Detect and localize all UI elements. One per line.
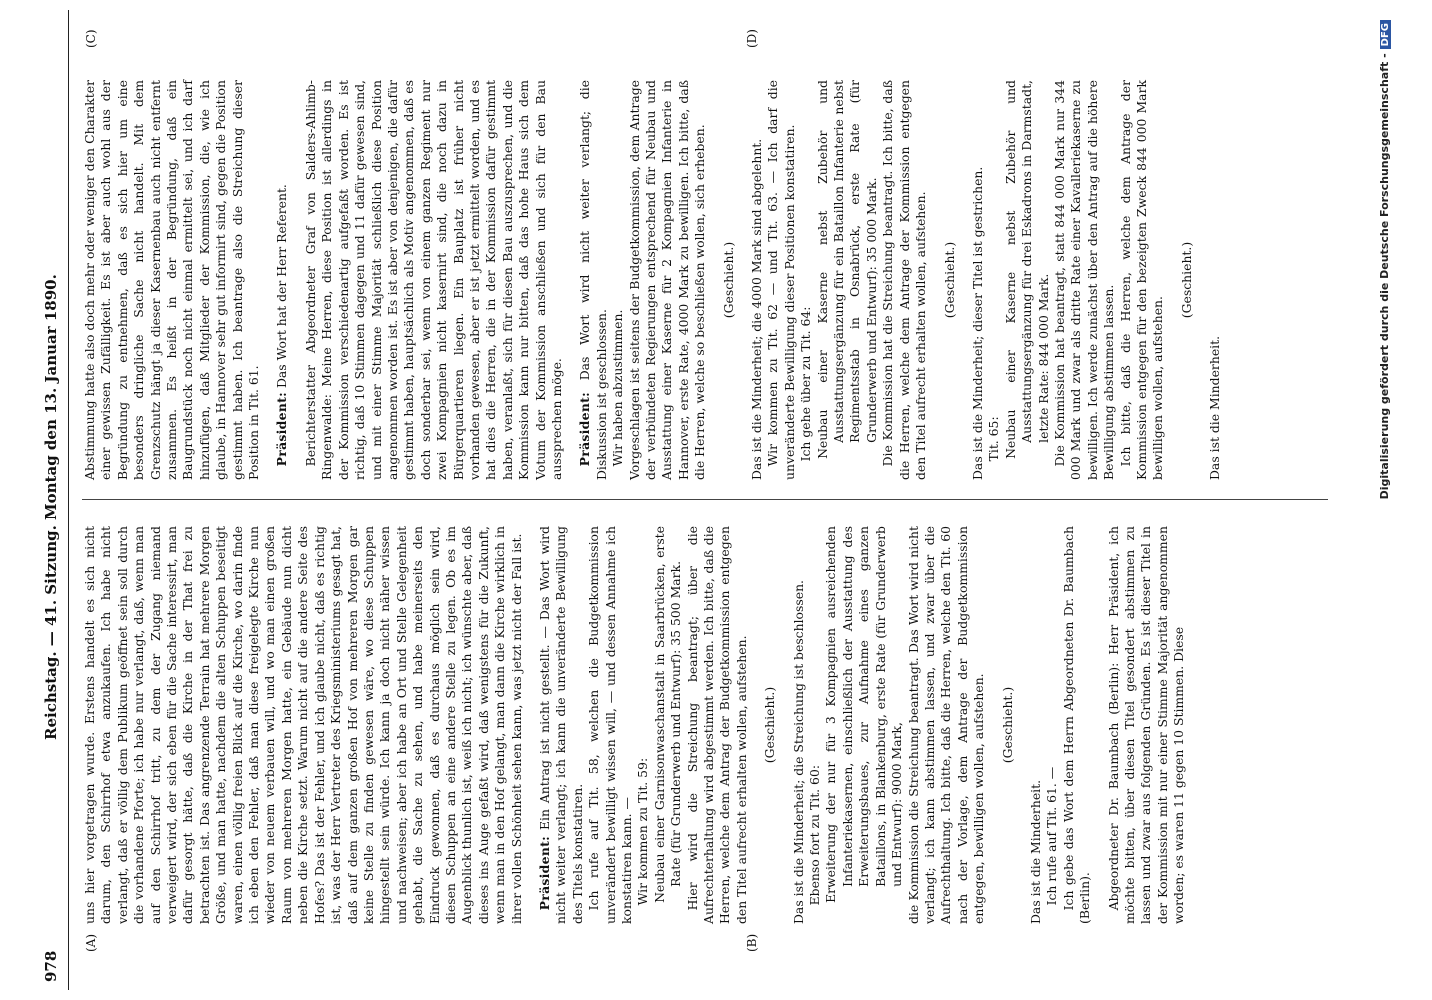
paragraph xyxy=(1061,526,1094,924)
paragraph-text: (Geschieht.) xyxy=(999,686,1015,764)
paragraph-text: uns hier vorgetragen wurde. Erstens handelt es sich nicht darum, den Schirrhof etwa anzukaufen. Ich habe nicht verlangt, daß er völlig dem Publikum geöffnet sein soll durch die vorhandene Pforte; ich habe nur verlangt, daß, wenn man auf den Schirrhof tritt, zu dem der Zugang niemand verweigert wird, der sich eben für die Sache interessirt, man dafür gesorgt hätte, daß die Kirche in der That frei zu betrachten ist. Das angrenzende Terrain hat mehrere Morgen Größe, und man hatte, nachdem die alten Schuppen beseitigt waren, einen völlig freien Blick auf die Kirche, wo darin finde ich eben den Fehler, daß man diese freigelegte Kirche nun wieder von neuem verbauen will, und wo man einen großen Raum von mehreren Morgen hatte, ein Gebäude nun dicht neben die Kirche setzt. Warum nicht auf die andere Seite des Hofes? Das ist der Fehler, und ich glaube nicht, daß es richtig ist, was der Herr Vertreter des Kriegsministeriums gesagt hat, daß auf dem ganzen großen Hof von mehreren Morgen gar keine Stelle zu finden gewesen wäre, wo diese Schuppen hingestellt sein würde. Ich kann ja doch nicht näher wissen und nachweisen; aber ich habe an Ort und Stelle Gelegenheit gehabt, die Sache zu sehen, und habe meinerseits den Eindruck gewonnen, daß es durchaus möglich sein wird, diesen Schuppen an eine andere Stelle zu legen. Ob es im Augenblick thunlich ist, weiß ich nicht; ich wünschte aber, daß dieses ins Auge gefaßt wird, daß wenigstens für die Zukunft, wenn man in den Hof gelangt, man dann die Kirche wirklich in ihrer vollen Schönheit sehen kann, was jetzt nicht der Fall ist. xyxy=(82,526,524,924)
paragraph-text: Ich rufe auf Tit. 58, welchen die Budgetkommission unverändert bewilligt wissen will, — und dessen Annahme ich konstatiren kann. — xyxy=(586,526,634,924)
paragraph xyxy=(1003,80,1052,480)
margin-letter-a: (A) xyxy=(84,933,98,952)
paragraph-text: Ebenso fort zu Tit. 60: xyxy=(807,765,823,906)
page-number: 978 xyxy=(42,950,60,982)
paragraph xyxy=(823,526,905,924)
paragraph-text: Wir kommen zu Tit. 62 — und Tit. 63. — Ich darf die unveränderte Bewilligung dieser Positionen konstatiren. xyxy=(765,80,797,480)
paragraph-text: Ich rufe auf Tit. 61. — xyxy=(1044,766,1060,906)
paragraph xyxy=(765,80,798,480)
paragraph xyxy=(880,80,929,480)
column-divider xyxy=(82,499,1328,500)
paragraph-text: Erweiterung der nur für 3 Kompagnien ausreichenden Infanteriekasernen, einschließlich der Ausstattung des Erweiterungsbaues, zur Aufnahme eines ganzen Bataillons, in Blankenburg, erste Rate (für Grunderwerb und Entwurf): 9000 Mark, xyxy=(823,526,905,903)
paragraph xyxy=(274,80,290,480)
paragraph xyxy=(1179,80,1195,480)
paragraph xyxy=(1044,526,1060,924)
paragraph-text: Abstimmung hatte also doch mehr oder weniger den Charakter einer gewissen Zufälligkeit. Es ist aber auch wohl aus der Begründung zu entnehmen, daß es sich hier um eine besonders dringliche Sache nicht handelt. Mit dem Grenzschutz hängt ja dieser Kasernenbau auch nicht entfernt zusammen. Es heißt in der Begründung, daß ein Baugrundstück noch nicht einmal ermittelt sei, und ich darf hinzufügen, daß Mitglieder der Kommission, die, wie ich glaube, in Hannover sehr gut informirt sind, gegen die Position gestimmt haben. Ich beantrage also die Streichung dieser Position in Tit. 61. xyxy=(82,80,262,480)
paragraph-text: Berichterstatter Abgeordneter Graf von Salders-Ahlimb-Ringenwalde: Meine Herren, diese Position ist allerdings in der Kommission verschiedenartig aufgefaßt worden. Es ist richtig, daß 10 Stimmen dagegen und 11 dafür gewesen sind, und mit einer Stimme Majorität schließlich diese Position angenommen worden ist. Es ist aber von denjenigen, die dafür gestimmt haben, hauptsächlich als Motiv angenommen, daß es doch sonderbar sei, wenn von einem ganzen Regiment nur zwei Kompagnien nicht kasernirt sind, die noch dazu in Bürgerquartieren liegen. Ein Bauplatz ist früher nicht vorhanden gewesen, aber er ist jetzt ermittelt worden, und es hat dies die Herren, die in der Kommission dafür gestimmt haben, veranlaßt, sich für diesen Bau auszusprechen, und die Kommission kann nur bitten, daß das hohe Haus sich dem Votum der Kommission anschließen und sich für den Bau aussprechen möge. xyxy=(302,80,564,480)
paragraph-text: Das ist die Minderheit. xyxy=(1027,779,1043,924)
paragraph-text: Das Wort wird nicht weiter verlangt; die Diskussion ist geschlossen. xyxy=(577,80,609,480)
page-title: Reichstag. — 41. Sitzung. Montag den 13. Januar 1890. xyxy=(42,274,60,740)
speaker-label: Präsident: xyxy=(274,391,290,467)
paragraph xyxy=(586,526,635,924)
paragraph-text: Abgeordneter Dr. Baumbach (Berlin): Herr Präsident, ich möchte bitten, über diesen Titel gesondert abstimmen zu lassen und zwar aus folgenden Gründen. Es ist dieser Titel in der Kommission mit nur einer Stimme Majorität angenommen worden; es waren 11 gegen 10 Stimmen. Diese xyxy=(1105,526,1187,924)
paragraph xyxy=(906,526,988,924)
header-rule xyxy=(68,10,69,990)
paragraph xyxy=(537,526,586,924)
paragraph xyxy=(1000,526,1016,924)
paragraph xyxy=(577,80,610,480)
paragraph xyxy=(807,526,823,924)
paragraph-text: (Geschieht.) xyxy=(941,241,957,319)
paragraph xyxy=(1028,526,1044,924)
margin-letter-d: (D) xyxy=(745,29,759,48)
paragraph-text: Das ist die Minderheit; die 4000 Mark sind abgelehnt. xyxy=(749,138,765,480)
margin-letter-c: (C) xyxy=(84,29,98,48)
paragraph-text: Ein Antrag ist nicht gestellt. — Das Wort wird nicht weiter verlangt; ich kann die unveränderte Bewilligung des Titels konstatiren. xyxy=(536,526,585,924)
paragraph-text: die Kommission die Streichung beantragt. Das Wort wird nicht verlangt; ich kann abstimmen lassen, und zwar über die Aufrechthaltung. Ich bitte, daß die Herren, welche den Tit. 60 nach der Vorlage, dem Antrage der Budgetkommission entgegen, bewilligen wollen, aufstehen. xyxy=(905,526,987,924)
right-text-column xyxy=(82,80,1224,480)
paragraph xyxy=(942,80,958,480)
speaker-label: Präsident: xyxy=(577,391,593,467)
dfg-logo: DFG xyxy=(1380,20,1391,49)
paragraph xyxy=(610,80,626,480)
paragraph xyxy=(798,80,814,480)
paragraph xyxy=(762,526,778,924)
digitization-footer xyxy=(1378,20,1391,980)
paragraph xyxy=(685,526,751,924)
paragraph xyxy=(1052,80,1118,480)
paragraph-text: Das ist die Minderheit; die Streichung ist beschlossen. xyxy=(790,580,806,924)
paragraph-text: Ich bitte, daß die Herren, welche dem Antrage der Kommission entgegen für den bezeigten Zweck 844 000 Mark bewilligen wollen, aufstehen. xyxy=(1117,80,1166,480)
paragraph xyxy=(721,80,737,480)
paragraph-text: Wir haben abzustimmen. xyxy=(610,309,626,467)
paragraph xyxy=(82,526,525,924)
paragraph xyxy=(652,526,685,924)
footer-text: Digitalisierung gefördert durch die Deutsche Forschungsgemeinschaft - xyxy=(1378,53,1391,500)
paragraph xyxy=(1118,80,1167,480)
paragraph-text: Hier wird die Streichung beantragt; über die Aufrechterhaltung wird abgestimmt werden. Ich bitte, daß die Herren, welche dem Antrag der Budgetkommission entgegen den Titel aufrecht erhalten wollen, aufstehen. xyxy=(684,526,749,924)
paragraph-text: Ich gehe über zu Tit. 64: xyxy=(798,306,814,462)
paragraph xyxy=(1207,80,1223,480)
paragraph xyxy=(986,80,1002,480)
paragraph-text: Wir kommen zu Tit. 59: xyxy=(635,757,651,906)
paragraph-text: Das ist die Minderheit; dieser Titel ist gestrichen. xyxy=(969,166,985,480)
margin-letter-b: (B) xyxy=(745,933,759,952)
paragraph xyxy=(791,526,807,924)
paragraph-text: Das ist die Minderheit. xyxy=(1207,335,1223,480)
page-header xyxy=(38,10,66,990)
paragraph xyxy=(749,80,765,480)
paragraph-text: Vorgeschlagen ist seitens der Budgetkommission, dem Antrage der verbündeten Regierungen entsprechend für Neubau und Ausstattung einer Kaserne für 2 Kompagnien Infanterie in Hannover, erste Rate, 4000 Mark zu bewilligen. Ich bitte, daß die Herren, welche so beschließen wollen, sich erheben. xyxy=(626,80,708,480)
paragraph-text: (Geschieht.) xyxy=(720,241,736,319)
paragraph-text: Ich gebe das Wort dem Herrn Abgeordneten Dr. Baumbach (Berlin). xyxy=(1060,526,1093,924)
paragraph-text: Tit. 65: xyxy=(986,416,1002,462)
paragraph-text: Die Kommission hat die Streichung beantragt. Ich bitte, daß die Herren, welche dem Antrage der Kommission entgegen den Titel aufrecht erhalten wollen, aufstehen. xyxy=(880,80,929,480)
left-text-column xyxy=(82,526,1188,924)
paragraph-text: Das Wort hat der Herr Referent. xyxy=(274,184,290,392)
paragraph xyxy=(970,80,986,480)
paragraph xyxy=(1106,526,1188,924)
paragraph xyxy=(815,80,881,480)
paragraph-text: Neubau einer Kaserne nebst Zubehör und Ausstattungsergänzung für drei Eskadrons in Darmstadt, letzte Rate: 844 000 Mark. xyxy=(1002,80,1051,459)
paragraph xyxy=(627,80,709,480)
speaker-label: Präsident: xyxy=(536,835,552,911)
paragraph-text: Neubau einer Kaserne nebst Zubehör und Ausstattungsergänzung für ein Bataillon Infanterie nebst Regimentsstab in Osnabrück, erste Rate (für Grunderwerb und Entwurf): 35 000 Mark. xyxy=(814,80,879,459)
paragraph-text: Die Kommission hat beantragt, statt 844 000 Mark nur 344 000 Mark und zwar als dritte Rate einer Kavalleriekaserne zu bewilligen. Ich werde zunächst über den Antrag auf die höhere Bewilligung abstimmen lassen. xyxy=(1051,80,1117,480)
paragraph-text: Neubau einer Garnisonwaschanstalt in Saarbrücken, erste Rate (für Grunderwerb und Entwurf): 35 500 Mark. xyxy=(651,526,684,903)
paragraph-text: (Geschieht.) xyxy=(1178,241,1194,319)
paragraph-text: (Geschieht.) xyxy=(762,686,778,764)
paragraph xyxy=(82,80,262,480)
paragraph xyxy=(303,80,566,480)
paragraph xyxy=(635,526,651,924)
